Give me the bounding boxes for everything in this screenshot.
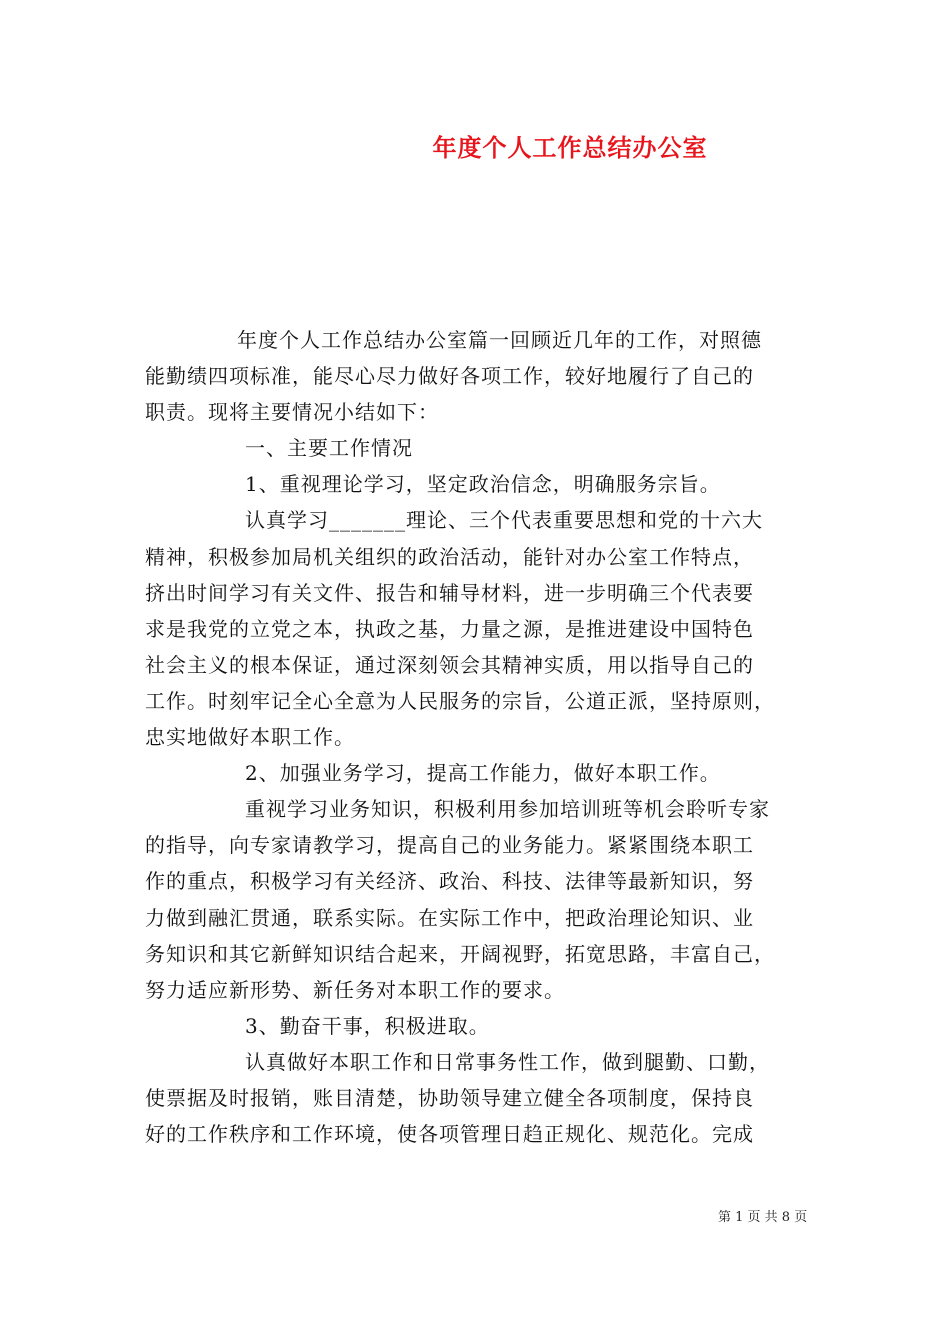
page-number-footer: 第 1 页 共 8 页	[718, 1210, 808, 1225]
text-line: 努力适应新形势、新任务对本职工作的要求。	[145, 977, 565, 1002]
text-line: 精神，积极参加局机关组织的政治活动，能针对办公室工作特点，	[145, 544, 754, 569]
text-line: 认真做好本职工作和日常事务性工作，做到腿勤、口勤，	[245, 1049, 770, 1074]
text-line: 作的重点，积极学习有关经济、政治、科技、法律等最新知识，努	[145, 869, 754, 894]
text-line: 挤出时间学习有关文件、报告和辅导材料，进一步明确三个代表要	[145, 580, 754, 605]
subsection-heading: 3、勤奋干事，积极进取。	[245, 1013, 490, 1038]
document-body	[145, 322, 825, 1152]
text-line: 年度个人工作总结办公室篇一回顾近几年的工作，对照德	[237, 328, 762, 352]
text-line: 力做到融汇贯通，联系实际。在实际工作中，把政治理论知识、业	[145, 905, 754, 930]
text-line: 务知识和其它新鲜知识结合起来，开阔视野，拓宽思路，丰富自己，	[145, 941, 775, 966]
text-line: 认真学习_______理论、三个代表重要思想和党的十六大	[245, 508, 763, 533]
subsection-heading: 1、重视理论学习，坚定政治信念，明确服务宗旨。	[245, 472, 721, 497]
text-line: 社会主义的根本保证，通过深刻领会其精神实质，用以指导自己的	[145, 652, 754, 677]
text-line: 使票据及时报销，账目清楚，协助领导建立健全各项制度，保持良	[145, 1085, 754, 1110]
text-line: 重视学习业务知识，积极利用参加培训班等机会聆听专家	[245, 797, 770, 822]
section-heading: 一、主要工作情况	[245, 436, 413, 461]
text-line: 好的工作秩序和工作环境，使各项管理日趋正规化、规范化。完成	[145, 1122, 754, 1147]
text-line: 求是我党的立党之本，执政之基，力量之源，是推进建设中国特色	[145, 616, 754, 641]
text-line: 忠实地做好本职工作。	[145, 725, 355, 750]
page-title: 年度个人工作总结办公室	[432, 133, 708, 162]
text-line: 能勤绩四项标准，能尽心尽力做好各项工作，较好地履行了自己的	[145, 364, 754, 389]
subsection-heading: 2、加强业务学习，提高工作能力，做好本职工作。	[245, 761, 721, 786]
text-line: 工作。时刻牢记全心全意为人民服务的宗旨，公道正派，坚持原则，	[145, 688, 775, 713]
text-line: 的指导，向专家请教学习，提高自己的业务能力。紧紧围绕本职工	[145, 833, 754, 858]
text-line: 职责。现将主要情况小结如下：	[145, 400, 439, 425]
